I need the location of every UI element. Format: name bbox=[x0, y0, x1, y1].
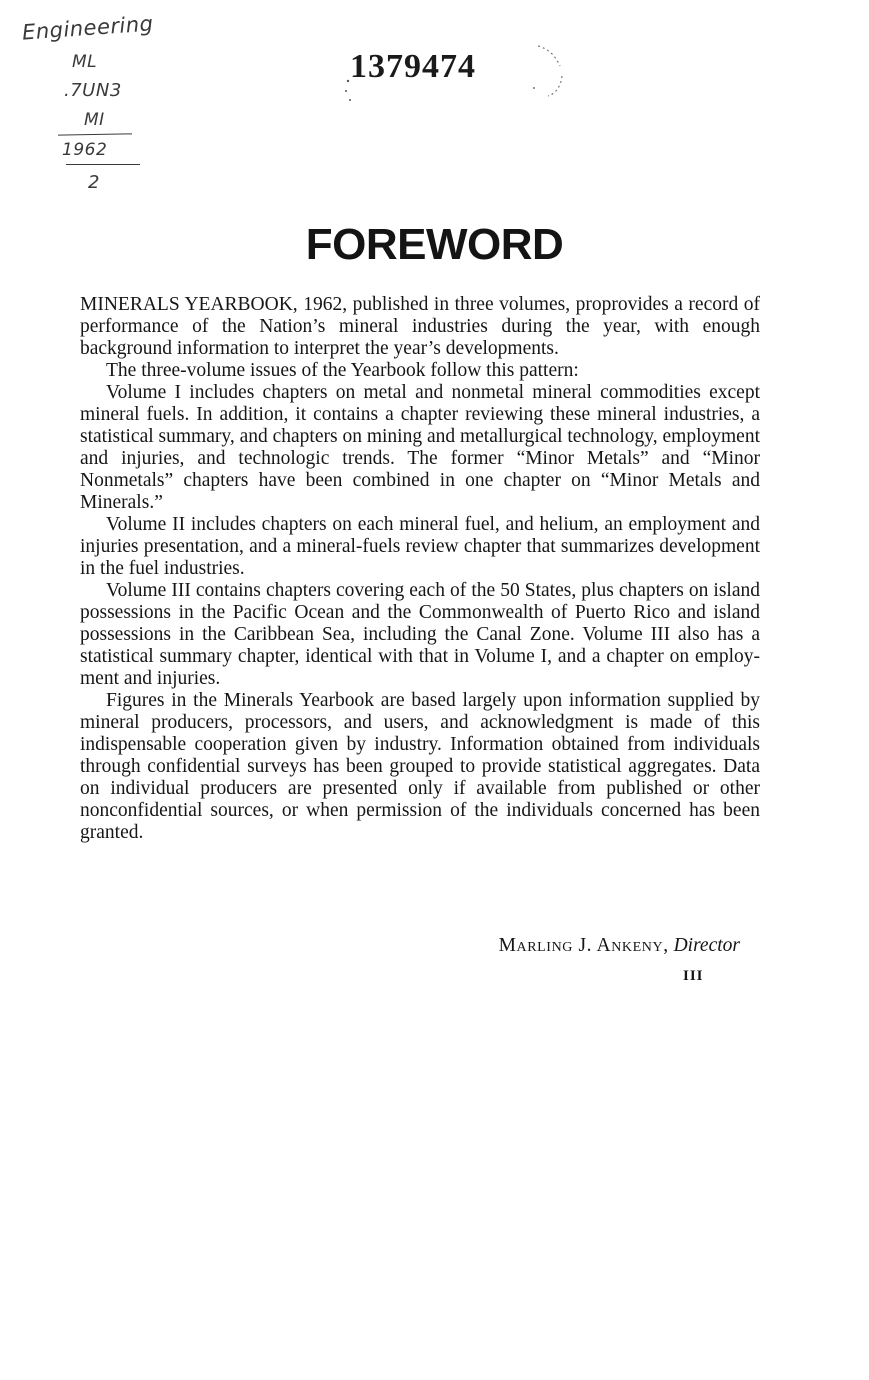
paragraph: Volume III contains chapters covering each of the 50 States, plus chapters on island possessions in the Pacific Ocean and the Commonwealth of Puerto Rico and island possessions in the Caribbean Sea, including the Canal Zone. Volume III also has a statistical summary chapter, identical with that in Volume I, and a chapter on employment and injuries. bbox=[80, 580, 760, 689]
signatory-title: Director bbox=[673, 935, 740, 956]
paragraph: Volume I includes chapters on metal and nonmetal mineral commodities except mineral fuels. In addition, it contains a chapter reviewing these mineral industries, a statistical summary, and chapters on mining and metallurgical technology, employment and injuries, and technologic trends. The former “Minor Metals” and “Minor Nonmetals” chapters have been combined in one chapter on “Minor Metals and Minerals.” bbox=[80, 382, 760, 513]
handwritten-note-line: 1962 bbox=[62, 140, 108, 160]
handwritten-catalog-notes bbox=[18, 10, 188, 210]
handwritten-note-line: Engineering bbox=[21, 11, 155, 45]
paragraph: Figures in the Minerals Yearbook are based largely upon information supplied by mineral producers, processors, and users, and acknowledgment is made of this indispensable cooperation given by industry. Information obtained from individuals through confidential surveys has been grouped to provide statistical aggregates. Data on individual producers are presented only if available from published or other nonconfidential sources, or when permission of the individuals concerned has been granted. bbox=[80, 690, 760, 843]
paragraph: MINERALS YEARBOOK, 1962, published in three volumes, proprovides a record of performance of the Nation’s mineral industries during the year, with enough background information to interpret the year’s developments. bbox=[80, 294, 760, 359]
foreword-body bbox=[80, 294, 760, 844]
handwritten-note-line: 2 bbox=[88, 172, 100, 193]
handwritten-note-line: ML bbox=[72, 52, 98, 72]
page-number: III bbox=[683, 968, 704, 984]
paragraph: Volume II includes chapters on each mineral fuel, and helium, an employment and injuries presentation, and a mineral-fuels review chapter that summarizes development in the fuel industries. bbox=[80, 514, 760, 579]
handwritten-underline bbox=[58, 133, 132, 135]
paragraph: The three-volume issues of the Yearbook follow this pattern: bbox=[106, 360, 579, 381]
handwritten-note-line: .7UN3 bbox=[64, 80, 122, 101]
handwritten-underline bbox=[66, 164, 140, 165]
accession-number: 1379474 bbox=[350, 48, 476, 85]
page-title: FOREWORD bbox=[305, 220, 564, 269]
handwritten-note-line: MI bbox=[84, 110, 105, 130]
signatory-name: Marling J. Ankeny, bbox=[498, 935, 669, 956]
signature bbox=[499, 935, 740, 957]
